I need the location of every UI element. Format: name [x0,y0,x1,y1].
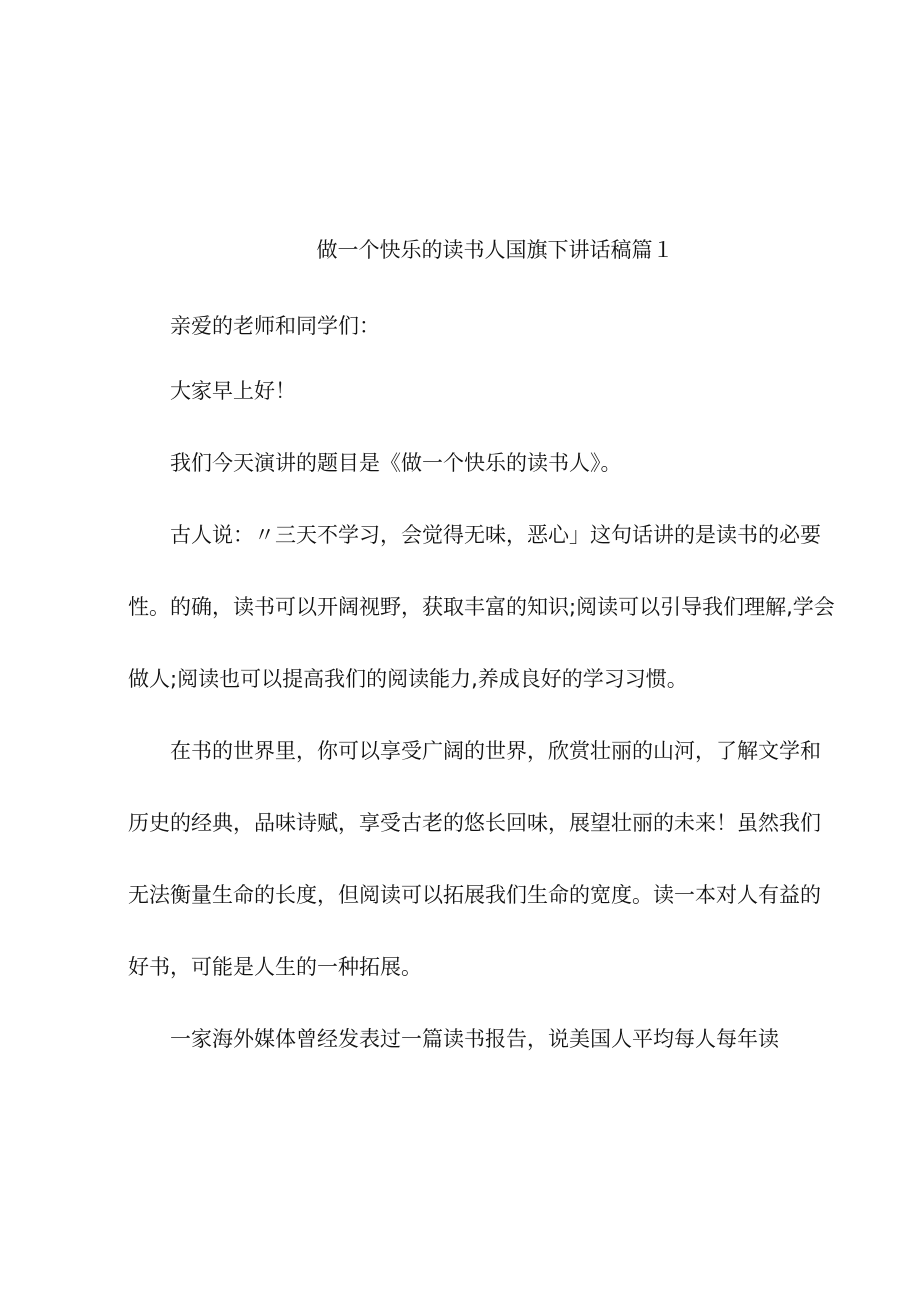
text-line: 性。的确，读书可以开阔视野，获取丰富的知识;阅读可以引导我们理解,学会 [128,595,835,619]
text-line: 一家海外媒体曾经发表过一篇读书报告，说美国人平均每人每年读 [170,1027,779,1051]
paragraph-good-morning [128,355,800,427]
paragraph-topic [128,427,800,499]
document-title: 做一个快乐的读书人国旗下讲话稿篇１ [316,238,674,262]
text-line: 做人;阅读也可以提高我们的阅读能力,养成良好的学习习惯。 [128,667,688,691]
text-line: 好书，可能是人生的一种拓展。 [128,955,422,979]
text-line: 我们今天演讲的题目是《做一个快乐的读书人》。 [170,451,622,475]
paragraph-greeting [128,290,800,362]
text-line: 大家早上好！ [170,379,296,403]
text-line: 亲爱的老师和同学们： [170,314,380,338]
text-line: 在书的世界里，你可以享受广阔的世界，欣赏壮丽的山河，了解文学和 [170,739,821,763]
paragraph-overseas-media [128,1003,800,1075]
paragraph-ancients-said [128,499,835,715]
paragraph-world-of-books [128,715,821,1003]
text-line: 无法衡量生命的长度，但阅读可以拓展我们生命的宽度。读一本对人有益的 [128,883,821,907]
text-line: 历史的经典，品味诗赋，享受古老的悠长回味，展望壮丽的未来！虽然我们 [128,811,821,835]
text-line: 古人说：〃三天不学习，会觉得无味，恶心」这句话讲的是读书的必要 [170,523,821,547]
